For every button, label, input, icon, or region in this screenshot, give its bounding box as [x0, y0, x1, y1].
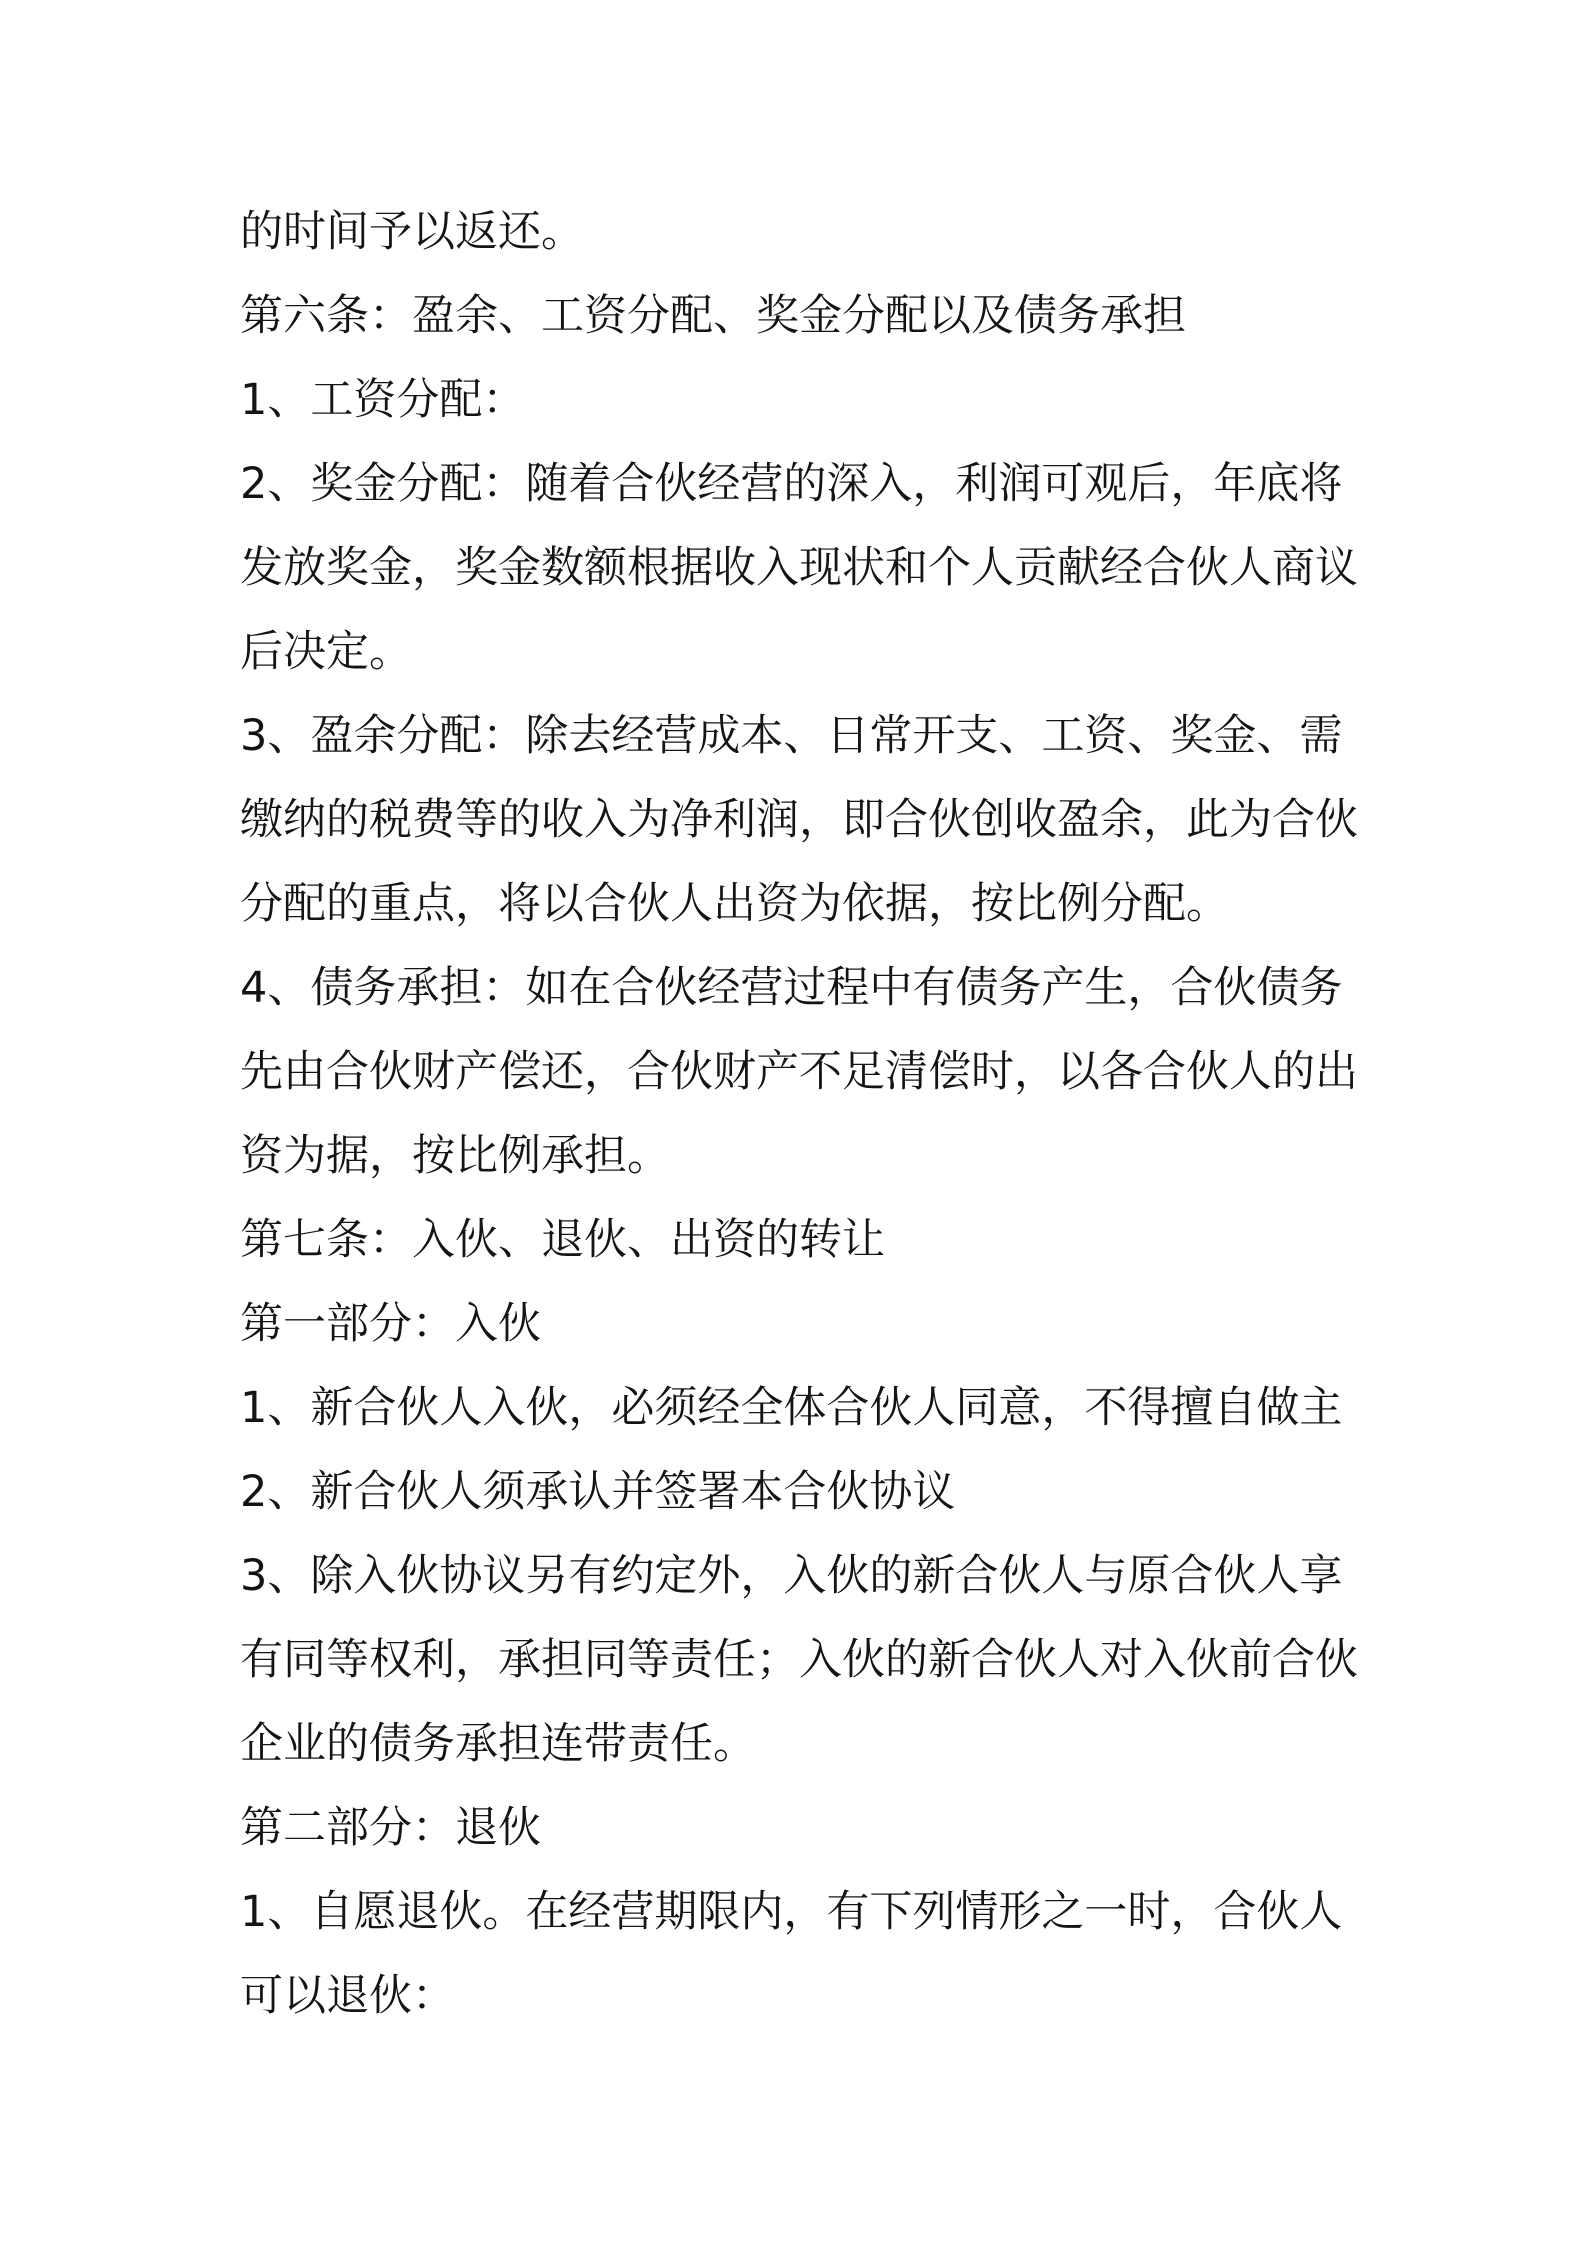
article-heading: 第六条：盈余、工资分配、奖金分配以及债务承担	[240, 291, 1186, 341]
text-line: 缴纳的税费等的收入为净利润，即合伙创收盈余，此为合伙	[240, 795, 1358, 845]
text-line: 4、债务承担：如在合伙经营过程中有债务产生，合伙债务	[240, 963, 1343, 1013]
text-line: 资为据，按比例承担。	[240, 1131, 670, 1181]
section-heading: 第一部分：入伙	[240, 1299, 541, 1349]
text-line: 后决定。	[240, 627, 412, 677]
text-line: 发放奖金，奖金数额根据收入现状和个人贡献经合伙人商议	[240, 543, 1358, 593]
text-line: 2、奖金分配：随着合伙经营的深入，利润可观后，年底将	[240, 459, 1343, 509]
text-line: 3、除入伙协议另有约定外，入伙的新合伙人与原合伙人享	[240, 1551, 1343, 1601]
article-heading: 第七条：入伙、退伙、出资的转让	[240, 1215, 885, 1265]
text-line: 可以退伙：	[240, 1971, 455, 2021]
text-line: 企业的债务承担连带责任。	[240, 1719, 756, 1769]
text-line: 1、工资分配：	[240, 375, 526, 425]
document-body	[240, 190, 1360, 2038]
section-heading: 第二部分：退伙	[240, 1803, 541, 1853]
text-line: 先由合伙财产偿还，合伙财产不足清偿时，以各合伙人的出	[240, 1047, 1358, 1097]
text-line: 1、自愿退伙。在经营期限内，有下列情形之一时，合伙人	[240, 1887, 1343, 1937]
text-line: 1、新合伙人入伙，必须经全体合伙人同意，不得擅自做主	[240, 1383, 1343, 1433]
text-line: 有同等权利，承担同等责任；入伙的新合伙人对入伙前合伙	[240, 1635, 1358, 1685]
text-line: 的时间予以返还。	[240, 207, 584, 257]
text-line: 3、盈余分配：除去经营成本、日常开支、工资、奖金、需	[240, 711, 1343, 761]
text-line: 2、新合伙人须承认并签署本合伙协议	[240, 1467, 956, 1517]
text-line: 分配的重点，将以合伙人出资为依据，按比例分配。	[240, 879, 1229, 929]
